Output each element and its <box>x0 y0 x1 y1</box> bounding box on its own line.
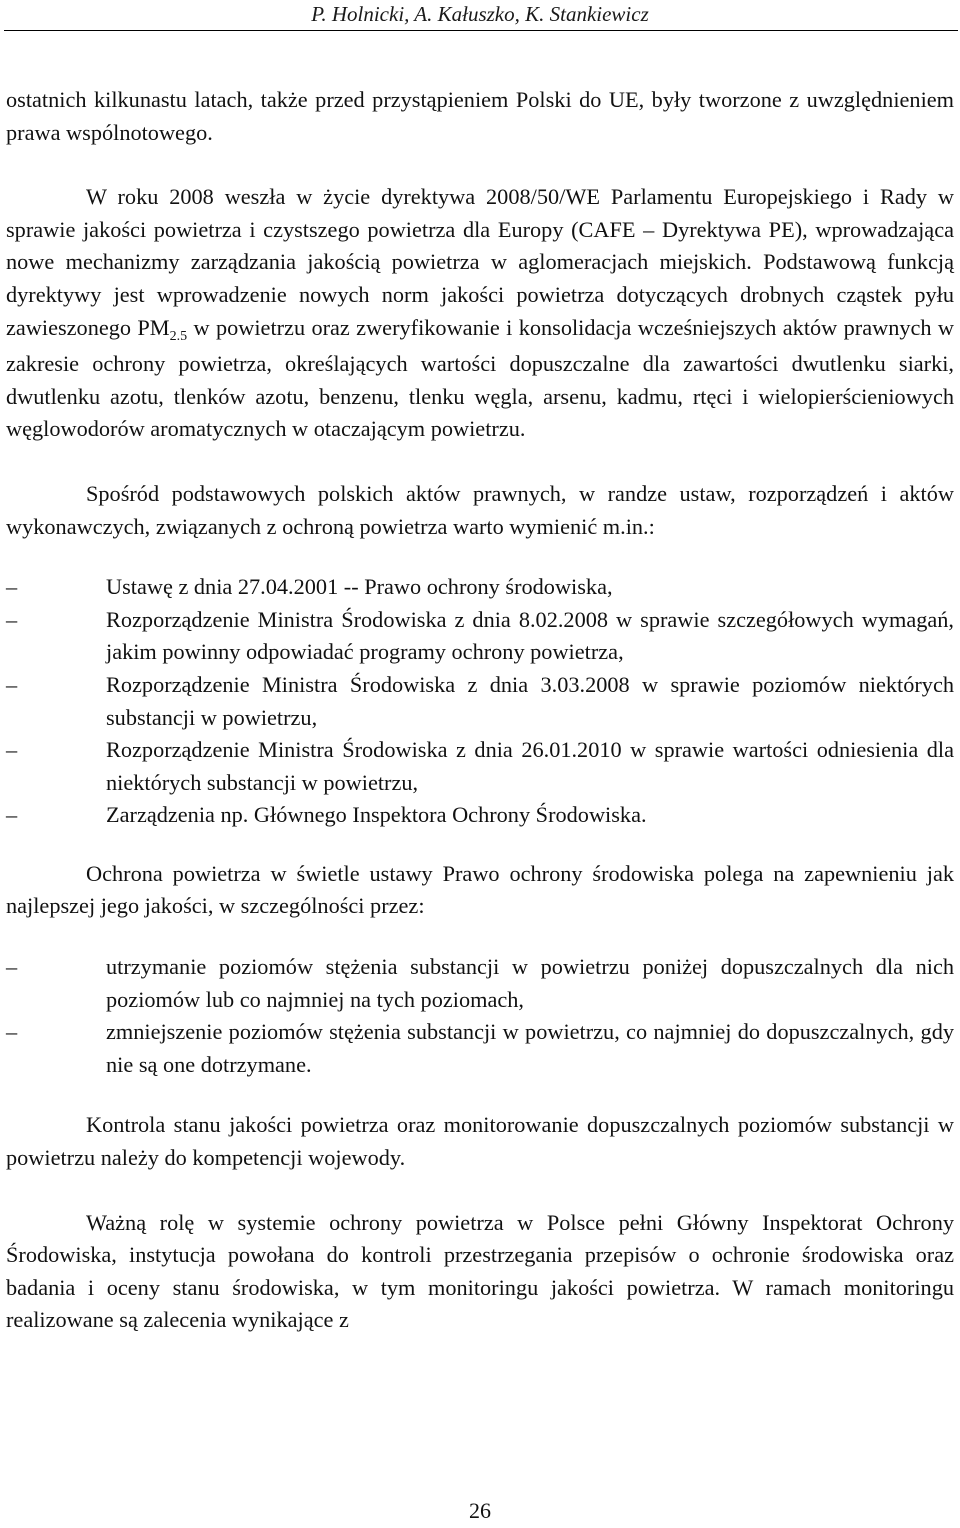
dash-bullet: – <box>6 737 18 763</box>
paragraph-continuation: ostatnich kilkunastu latach, także przed przystąpieniem Polski do UE, były tworzone z uwzględnieniem prawa wspólnotowego. <box>6 87 954 145</box>
list-item: – Rozporządzenie Ministra Środowiska z dnia 3.03.2008 w sprawie poziomów niektórych substancji w powietrzu, <box>6 669 954 734</box>
header-authors: P. Holnicki, A. Kałuszko, K. Stankiewicz <box>311 2 649 26</box>
list-item: – zmniejszenie poziomów stężenia substancji w powietrzu, co najmniej do dopuszczalnych, gdy nie są one dotrzymane. <box>6 1016 954 1081</box>
body-text <box>6 84 954 1337</box>
dash-bullet: – <box>6 671 18 697</box>
list-item: – Ustawę z dnia 27.04.2001 -- Prawo ochrony środowiska, <box>6 571 954 604</box>
directive-text-b: w powietrzu oraz zweryfikowanie i konsolidacja wcześniejszych aktów prawnych w zakresie ochrony powietrza, określających wartości dopuszczalne dla zawartości dwutlenku siarki, dwutlenku azotu, tlenków azotu, benzenu, tlenku węgla, arsenu, kadmu, rtęci i wielopierścieniowych węglowodorów aromatycznych w otaczającym powietrzu. <box>6 314 954 442</box>
dash-bullet: – <box>6 954 18 980</box>
dash-bullet: – <box>6 606 18 632</box>
legal-acts-list <box>6 571 954 832</box>
list-item: – Zarządzenia np. Głównego Inspektora Ochrony Środowiska. <box>6 799 954 832</box>
directive-text-a: W roku 2008 weszła w życie dyrektywa 2008/50/WE Parlamentu Europejskiego i Rady w sprawie jakości powietrza i czystszego powietrza dla Europy (CAFE – Dyrektywa PE), wprowadzająca nowe mechanizmy zarządzania jakością powietrza w aglomeracjach miejskich. Podstawową funkcją dyrektywy jest wprowadzenie nowych norm jakości powietrza dotyczących drobnych cząstek pyłu zawieszonego PM <box>6 184 954 340</box>
paragraph-directive <box>6 181 954 446</box>
list-item: – Rozporządzenie Ministra Środowiska z dnia 26.01.2010 w sprawie wartości odniesienia dla niektórych substancji w powietrzu, <box>6 734 954 799</box>
header-rule <box>4 30 958 31</box>
pm-subscript: 2.5 <box>169 328 188 344</box>
list-item: – utrzymanie poziomów stężenia substancji w powietrzu poniżej dopuszczalnych dla nich poziomów lub co najmniej na tych poziomach, <box>6 951 954 1016</box>
paragraph-control: Kontrola stanu jakości powietrza oraz monitorowanie dopuszczalnych poziomów substancji w powietrzu należy do kompetencji wojewody. <box>6 1112 954 1171</box>
paragraph-gios: Ważną rolę w systemie ochrony powietrza w Polsce pełni Główny Inspektorat Ochrony Środowiska, instytucja powołana do kontroli przestrzegania przepisów o ochronie środowiska oraz badania i oceny stanu środowiska, w tym monitoringu jakości powietrza. W ramach monitoringu realizowane są zalecenia wynikające z <box>6 1209 954 1333</box>
dash-bullet: – <box>6 1019 18 1045</box>
page-number: 26 <box>469 1498 491 1523</box>
dash-bullet: – <box>6 574 18 600</box>
list-item: – Rozporządzenie Ministra Środowiska z dnia 8.02.2008 w sprawie szczegółowych wymagań, jakim powinny odpowiadać programy ochrony powietrza, <box>6 604 954 669</box>
paragraph-legal-acts: Spośród podstawowych polskich aktów prawnych, w randze ustaw, rozporządzeń i aktów wykonawczych, związanych z ochroną powietrza warto wymienić m.in.: <box>6 480 954 539</box>
running-header <box>0 0 960 34</box>
protection-list <box>6 951 954 1081</box>
paragraph-protection: Ochrona powietrza w świetle ustawy Prawo ochrony środowiska polega na zapewnieniu jak najlepszej jego jakości, w szczególności przez: <box>6 860 954 919</box>
dash-bullet: – <box>6 802 18 828</box>
